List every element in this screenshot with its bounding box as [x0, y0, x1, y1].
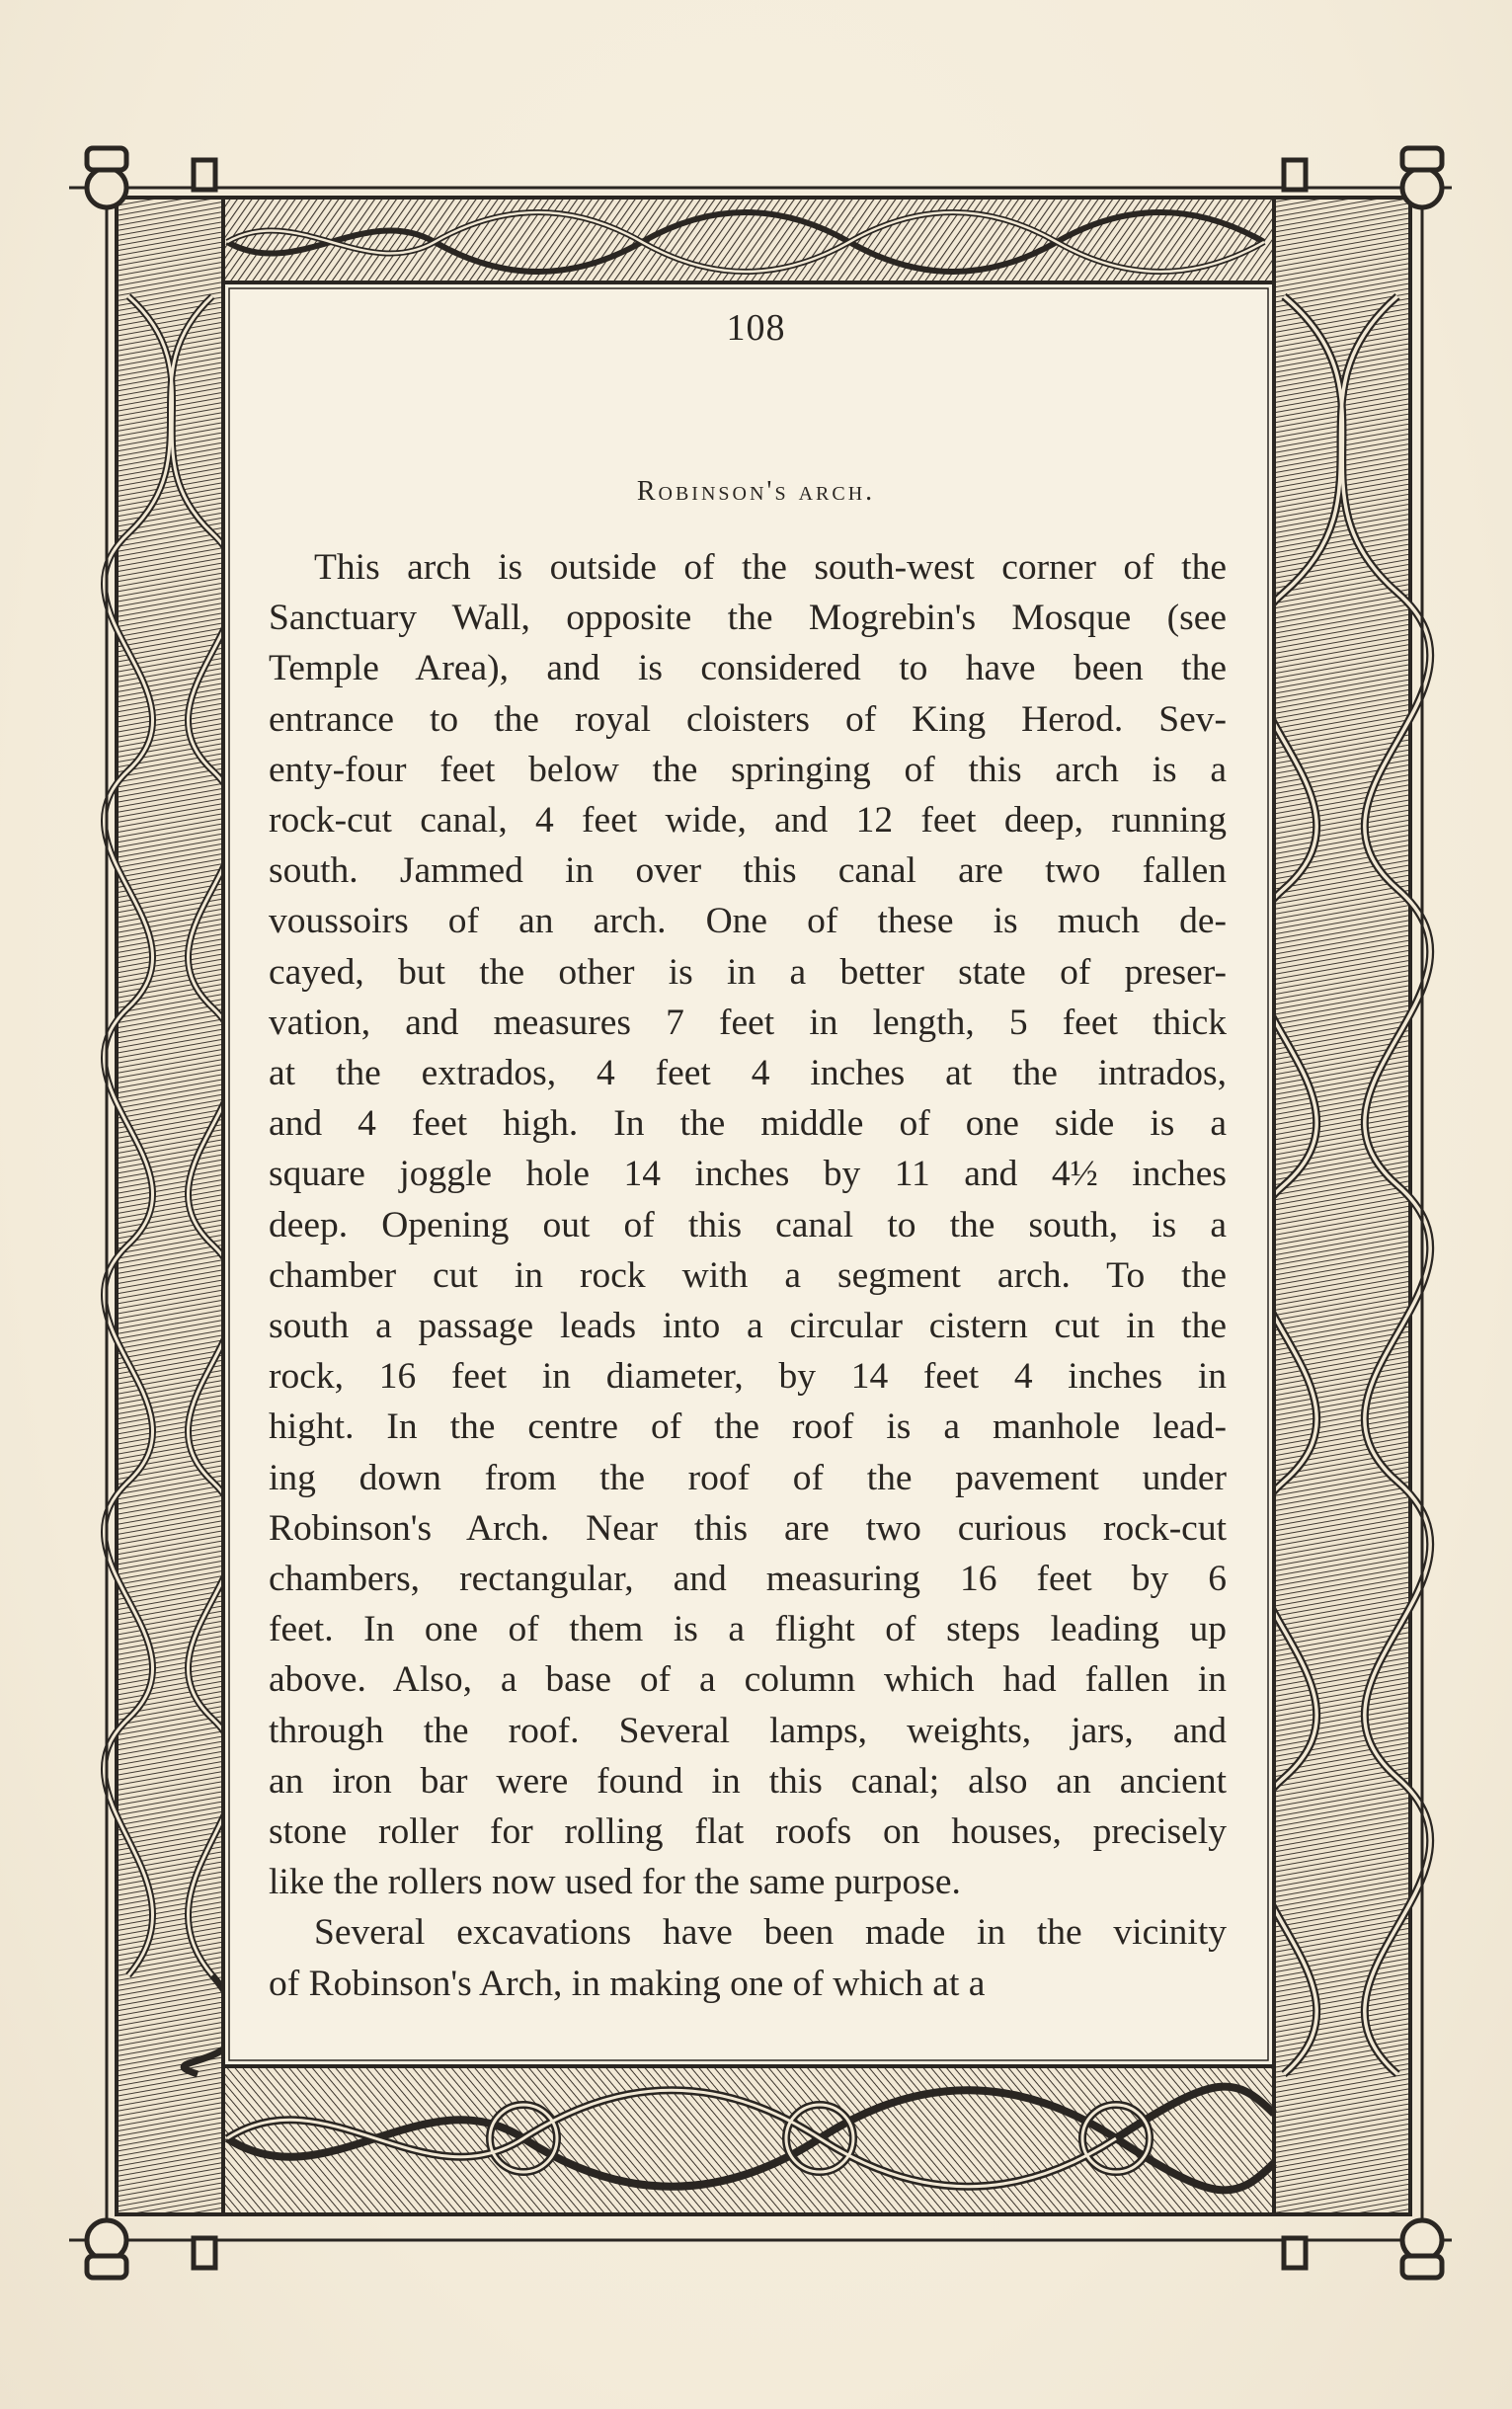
text-line: chamber cut in rock with a segment arch. To the [269, 1254, 1227, 1296]
text-line: Several excavations have been made in the vicinity [314, 1912, 1227, 1954]
text-line: an iron bar were found in this canal; also an ancient [269, 1760, 1227, 1802]
text-line: square joggle hole 14 inches by 11 and 4½ inches [269, 1154, 1227, 1195]
text-line: south a passage leads into a circular cistern cut in the [269, 1306, 1227, 1347]
text-line: feet. In one of them is a flight of steps leading up [269, 1609, 1227, 1650]
text-line: Sanctuary Wall, opposite the Mogrebin's Mosque (see [269, 598, 1227, 639]
text-line: voussoirs of an arch. One of these is much de- [269, 901, 1227, 942]
text-line: like the rollers now used for the same purpose. [269, 1862, 961, 1903]
text-line: above. Also, a base of a column which had fallen in [269, 1659, 1227, 1701]
text-line: ing down from the roof of the pavement under [269, 1457, 1227, 1498]
text-line: hight. In the centre of the roof is a manhole lead- [269, 1406, 1227, 1448]
text-line: entrance to the royal cloisters of King Herod. Sev- [269, 698, 1227, 740]
text-line: deep. Opening out of this canal to the south, is a [269, 1204, 1227, 1245]
text-line: rock, 16 feet in diameter, by 14 feet 4 inches in [269, 1356, 1227, 1398]
text-line: stone roller for rolling flat roofs on houses, precisely [269, 1811, 1227, 1853]
text-line: This arch is outside of the south-west corner of the [314, 547, 1227, 588]
text-line: rock-cut canal, 4 feet wide, and 12 feet deep, running [269, 800, 1227, 842]
text-line: south. Jammed in over this canal are two fallen [269, 850, 1227, 892]
text-line: cayed, but the other is in a better state of preser- [269, 951, 1227, 993]
chapter-heading: Robinson's arch. [636, 476, 876, 507]
text-line: Temple Area), and is considered to have been the [269, 648, 1227, 689]
text-line: enty-four feet below the springing of this arch is a [269, 749, 1227, 790]
text-line: Robinson's Arch. Near this are two curious rock-cut [269, 1507, 1227, 1549]
body-text [269, 542, 1227, 2009]
text-line: vation, and measures 7 feet in length, 5 feet thick [269, 1002, 1227, 1043]
page-number: 108 [726, 307, 786, 349]
text-line: chambers, rectangular, and measuring 16 feet by 6 [269, 1559, 1227, 1600]
text-line: and 4 feet high. In the middle of one side is a [269, 1103, 1227, 1145]
text-line: through the roof. Several lamps, weights, jars, and [269, 1710, 1227, 1751]
text-line: of Robinson's Arch, in making one of which at a [269, 1963, 986, 2004]
text-line: at the extrados, 4 feet 4 inches at the intrados, [269, 1053, 1227, 1094]
